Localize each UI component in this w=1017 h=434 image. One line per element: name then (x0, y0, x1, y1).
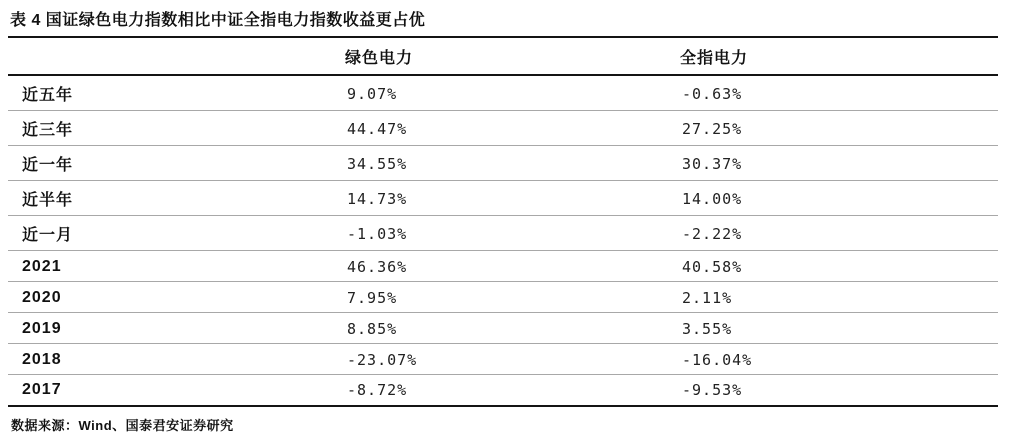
all-power-value: -0.63% (678, 75, 998, 111)
row-label: 2019 (8, 313, 343, 344)
row-label: 近一月 (8, 216, 343, 251)
row-label: 近一年 (8, 146, 343, 181)
table-row (8, 181, 998, 216)
all-power-value: 14.00% (678, 181, 998, 216)
green-power-value: 14.73% (343, 181, 678, 216)
column-header-all-power: 全指电力 (680, 50, 749, 67)
row-label: 近半年 (8, 181, 343, 216)
table-title: 表 4 国证绿色电力指数相比中证全指电力指数收益更占优 (10, 12, 426, 29)
green-power-value: 34.55% (343, 146, 678, 181)
row-label: 2017 (8, 375, 343, 406)
table-row (8, 75, 998, 111)
column-header-green-power: 绿色电力 (345, 50, 414, 67)
row-label: 近五年 (8, 75, 343, 111)
all-power-value: -16.04% (678, 344, 998, 375)
all-power-value: 40.58% (678, 251, 998, 282)
table-row (8, 146, 998, 181)
table-row (8, 216, 998, 251)
row-label: 2021 (8, 251, 343, 282)
all-power-value: 2.11% (678, 282, 998, 313)
green-power-value: 7.95% (343, 282, 678, 313)
green-power-value: -8.72% (343, 375, 678, 406)
green-power-value: 8.85% (343, 313, 678, 344)
green-power-value: 9.07% (343, 75, 678, 111)
table-row (8, 251, 998, 282)
data-source-note: 数据来源：Wind、国泰君安证券研究 (11, 417, 234, 433)
table-row (8, 375, 998, 406)
all-power-value: -2.22% (678, 216, 998, 251)
index-returns-table (8, 36, 998, 407)
table-row (8, 313, 998, 344)
row-label: 2020 (8, 282, 343, 313)
all-power-value: 30.37% (678, 146, 998, 181)
table-row (8, 282, 998, 313)
green-power-value: -23.07% (343, 344, 678, 375)
green-power-value: 46.36% (343, 251, 678, 282)
table-row (8, 111, 998, 146)
column-header-period (8, 37, 343, 75)
green-power-value: -1.03% (343, 216, 678, 251)
row-label: 2018 (8, 344, 343, 375)
header-row (8, 37, 998, 75)
all-power-value: 27.25% (678, 111, 998, 146)
green-power-value: 44.47% (343, 111, 678, 146)
all-power-value: -9.53% (678, 375, 998, 406)
table-row (8, 344, 998, 375)
all-power-value: 3.55% (678, 313, 998, 344)
row-label: 近三年 (8, 111, 343, 146)
